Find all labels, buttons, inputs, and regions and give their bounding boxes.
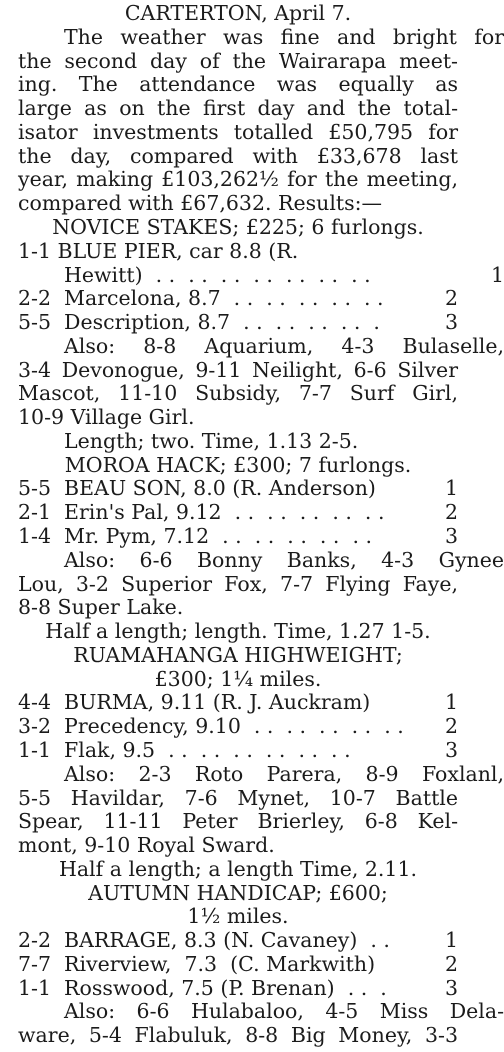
intro-line: the second day of the Wairarapa meet- [18,48,458,73]
placing-text: 1-1 Flak, 9.5 . . . . . . . . . . . . [18,737,351,762]
placing-third [18,739,458,763]
also-ran-line: 3-4 Devonogue, 9-11 Neilight, 6-6 Silver [18,357,458,382]
also-ran-line: ware, 5-4 Flabuluk, 8-8 Big Money, 3-3 [18,1023,458,1048]
placing-text: 1-1 Rosswood, 7.5 (P. Brenan) . . . [18,975,387,1000]
placing-number: 3 [444,737,458,762]
placing-first [18,929,458,953]
also-ran-line: 5-5 Havildar, 7-6 Mynet, 10-7 Battle [18,785,458,810]
race-title: NOVICE STAKES; £225; 6 furlongs. [52,214,424,239]
also-ran-line: 10-9 Village Girl. [18,405,195,430]
placing-third [18,311,458,335]
placing-number: 1 [490,262,504,287]
placing-number: 1 [444,476,458,501]
also-ran-line: Also: 6-6 Hulabaloo, 4-5 Miss Dela- [64,999,504,1024]
intro-line: compared with £67,632. Results:— [18,191,383,216]
placing-number: 3 [444,524,458,548]
placing-text: 1-4 Mr. Pym, 7.12 . . . . . . . . . . [18,524,373,548]
placing-second [18,953,458,977]
also-ran-line: Also: 8-8 Aquarium, 4-3 Bulaselle, [64,333,504,358]
race-title: AUTUMN HANDICAP; £600; [88,880,388,905]
intro-line: The weather was fine and bright for [64,24,504,49]
placing-text: 2-2 Marcelona, 8.7 . . . . . . . . . . [18,286,384,311]
also-ran-line: Also: 2-3 Roto Parera, 8-9 Foxlanl, [64,761,504,786]
placing-first [18,691,458,715]
placing-text: 5-5 Description, 8.7 . . . . . . . . . [18,310,380,335]
intro-line: year, making £103,262½ for the meeting, [18,167,458,192]
placing-number: 3 [444,975,458,1000]
race-result: Half a length; a length Time, 2.11. [58,856,418,881]
placing-number: 1 [444,928,458,953]
dateline: CARTERTON, April 7. [124,1,352,25]
also-ran-line: Mascot, 11-10 Subsidy, 7-7 Surf Girl, [18,381,458,406]
also-ran-line: Lou, 3-2 Superior Fox, 7-7 Flying Faye, [18,571,458,596]
also-ran-line: Also: 6-6 Bonny Banks, 4-3 Gynee [64,547,504,572]
intro-line: large as on the first day and the total- [18,96,458,121]
intro-line: isator investments totalled £50,795 for [18,119,458,144]
placing-third [18,525,458,549]
also-ran-line: 8-8 Super Lake. [18,595,184,620]
placing-text: 2-1 Erin's Pal, 9.12 . . . . . . . . . . [18,500,385,525]
placing-number: 2 [444,286,458,311]
also-ran-line: Spear, 11-11 Peter Brierley, 6-8 Kel- [18,809,458,834]
placing-third [18,977,458,1001]
placing-first [18,477,458,501]
placing-first-cont [18,264,504,288]
race-title: RUAMAHANGA HIGHWEIGHT; [73,642,403,667]
placing-number: 3 [444,310,458,335]
placing-second [18,501,458,525]
placing-text: Hewitt) . . . . . . . . . . . . . . [64,262,371,287]
also-ran-line: mont, 9-10 Royal Sward. [18,833,275,858]
race-title-cont: 1½ miles. [187,904,289,929]
placing-number: 1 [444,690,458,715]
placing-text: 2-2 BARRAGE, 8.3 (N. Cavaney) . . [18,928,390,953]
intro-line: ing. The attendance was equally as [18,72,458,97]
placing-second [18,715,458,739]
intro-line: the day, compared with £33,678 last [18,143,458,168]
race-title-cont: £300; 1¼ miles. [154,666,322,691]
placing-text: 3-2 Precedency, 9.10 . . . . . . . . . . [18,714,404,739]
placing-text: 5-5 BEAU SON, 8.0 (R. Anderson) [18,476,376,501]
race-result: Length; two. Time, 1.13 2-5. [64,428,359,453]
placing-text: 7-7 Riverview, 7.3 (C. Markwith) [18,951,376,976]
placing-first: 1-1 BLUE PIER, car 8.8 (R. [18,238,299,263]
placing-text: 4-4 BURMA, 9.11 (R. J. Auckram) [18,690,371,715]
placing-number: 2 [444,714,458,739]
placing-number: 2 [444,951,458,976]
race-title: MOROA HACK; £300; 7 furlongs. [64,452,412,477]
placing-number: 2 [444,500,458,525]
placing-second [18,287,458,311]
race-result: Half a length; length. Time, 1.27 1-5. [45,619,431,644]
